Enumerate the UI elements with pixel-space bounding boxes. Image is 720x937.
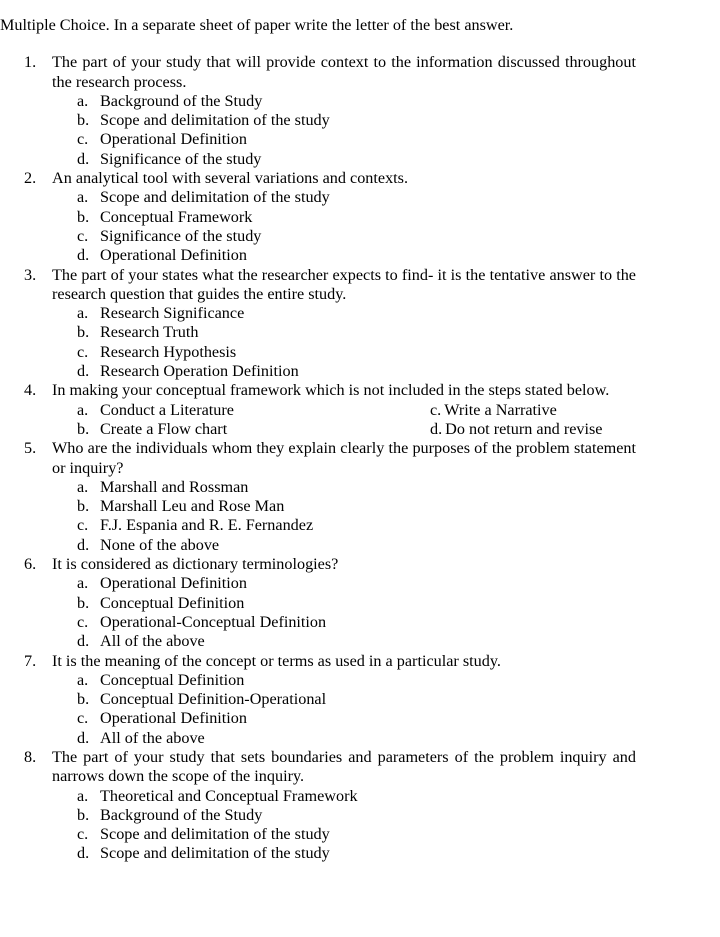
option-label: c.	[77, 709, 89, 728]
option-text: Marshall and Rossman	[100, 477, 249, 496]
option-row[interactable]	[52, 92, 678, 111]
option-row[interactable]	[52, 111, 678, 130]
option-label: a.	[77, 304, 89, 323]
option-text: F.J. Espania and R. E. Fernandez	[100, 516, 314, 535]
option-text: None of the above	[100, 535, 220, 554]
option-text: Write a Narrative	[444, 400, 557, 419]
option-label: b.	[77, 323, 90, 342]
option-row[interactable]	[52, 323, 678, 342]
option-label: a.	[77, 477, 89, 496]
option-row[interactable]	[52, 188, 678, 207]
question-number: 3.	[24, 265, 37, 284]
option-label: b.	[77, 207, 90, 226]
option-label: d.	[77, 844, 90, 863]
option-row[interactable]	[52, 574, 678, 593]
option-row[interactable]	[52, 690, 678, 709]
option-row[interactable]	[52, 246, 678, 265]
option-label: d.	[430, 419, 443, 438]
option-list	[52, 92, 678, 169]
option-label: a.	[77, 574, 89, 593]
question-number: 2.	[24, 169, 37, 188]
option-label: b.	[77, 690, 90, 709]
option-row[interactable]	[52, 516, 678, 535]
option-list	[52, 401, 678, 440]
option-text: Conceptual Framework	[100, 207, 253, 226]
question-item	[0, 555, 678, 651]
option-list	[52, 304, 678, 381]
option-row[interactable]	[52, 478, 678, 497]
question-number: 8.	[24, 747, 37, 766]
option-label: c.	[77, 342, 89, 361]
option-list	[52, 478, 678, 555]
option-text: Operational-Conceptual Definition	[100, 612, 327, 631]
option-label: a.	[77, 400, 89, 419]
option-text: Do not return and revise	[445, 419, 603, 438]
question-text: Who are the individuals whom they explain clearly the purposes of the problem statement or inquiry?	[52, 439, 636, 477]
option-label: d.	[77, 632, 90, 651]
option-row[interactable]	[52, 632, 678, 651]
option-label: d.	[77, 362, 90, 381]
option-row[interactable]	[52, 208, 678, 227]
option-row[interactable]	[52, 613, 678, 632]
option-text: Operational Definition	[100, 130, 247, 149]
question-number: 1.	[24, 53, 37, 72]
question-item	[0, 439, 678, 555]
question-item	[0, 266, 678, 382]
option-row[interactable]	[52, 806, 678, 825]
option-text: Significance of the study	[100, 226, 262, 245]
option-text: Conduct a Literature	[100, 400, 234, 419]
option-label: c.	[77, 226, 89, 245]
question-item	[0, 169, 678, 265]
question-number: 6.	[24, 555, 37, 574]
option-text: Conceptual Definition	[100, 593, 245, 612]
option-label: d.	[77, 246, 90, 265]
option-list	[52, 671, 678, 748]
option-text: All of the above	[100, 728, 205, 747]
option-right-column[interactable]	[430, 401, 557, 420]
option-row[interactable]	[52, 787, 678, 806]
option-row[interactable]	[52, 362, 678, 381]
option-label: b.	[77, 497, 90, 516]
option-text: Background of the Study	[100, 91, 263, 110]
option-text: Scope and delimitation of the study	[100, 844, 330, 863]
option-row[interactable]	[52, 497, 678, 516]
option-text: Theoretical and Conceptual Framework	[100, 786, 358, 805]
option-text: Scope and delimitation of the study	[100, 825, 330, 844]
question-text: It is the meaning of the concept or terms as used in a particular study.	[52, 651, 501, 670]
option-text: Scope and delimitation of the study	[100, 188, 330, 207]
option-label: a.	[77, 91, 89, 110]
option-row[interactable]	[52, 130, 678, 149]
question-text: It is considered as dictionary terminologies?	[52, 555, 339, 574]
option-text: Conceptual Definition	[100, 670, 245, 689]
option-text: Research Truth	[100, 323, 199, 342]
option-row[interactable]	[52, 150, 678, 169]
option-row[interactable]	[52, 401, 678, 420]
option-label: d.	[77, 149, 90, 168]
option-list	[52, 574, 678, 651]
option-label: c.	[430, 400, 442, 419]
option-label: a.	[77, 670, 89, 689]
question-list	[0, 53, 678, 863]
question-number: 4.	[24, 381, 37, 400]
option-label: c.	[77, 516, 89, 535]
option-text: Research Significance	[100, 304, 245, 323]
option-label: c.	[77, 612, 89, 631]
question-item	[0, 53, 678, 169]
question-item	[0, 652, 678, 748]
question-item	[0, 381, 678, 439]
option-label: c.	[77, 825, 89, 844]
option-row[interactable]	[52, 227, 678, 246]
option-list	[52, 188, 678, 265]
option-text: Operational Definition	[100, 709, 247, 728]
instruction-line: Multiple Choice. In a separate sheet of paper write the letter of the best answer.	[0, 16, 514, 34]
option-row[interactable]	[52, 709, 678, 728]
option-text: Scope and delimitation of the study	[100, 111, 330, 130]
option-label: b.	[77, 593, 90, 612]
option-label: b.	[77, 419, 90, 438]
option-row[interactable]	[52, 825, 678, 844]
option-row[interactable]	[52, 304, 678, 323]
option-list	[52, 787, 678, 864]
question-text: The part of your study that sets boundaries and parameters of the problem inquiry and narrows down the scope of the inquiry.	[52, 747, 636, 786]
option-label: b.	[77, 111, 90, 130]
option-row[interactable]	[52, 343, 678, 362]
question-item	[0, 748, 678, 864]
option-label: b.	[77, 805, 90, 824]
instruction-spacer	[0, 35, 678, 53]
option-text: Research Operation Definition	[100, 362, 299, 381]
option-text: Conceptual Definition-Operational	[100, 690, 327, 709]
question-number: 5.	[24, 439, 37, 458]
option-label: a.	[77, 786, 89, 805]
option-label: c.	[77, 130, 89, 149]
option-text: Operational Definition	[100, 246, 247, 265]
option-row[interactable]	[52, 594, 678, 613]
option-row[interactable]	[52, 729, 678, 748]
question-text: The part of your states what the researcher expects to find- it is the tentative answer to the research question that guides the entire study.	[52, 265, 636, 303]
question-text: The part of your study that will provide context to the information discussed throughout the research process.	[52, 53, 636, 91]
option-row[interactable]	[52, 844, 678, 863]
option-right-column[interactable]	[430, 420, 602, 439]
option-text: All of the above	[100, 632, 205, 651]
option-text: Create a Flow chart	[100, 419, 228, 438]
option-label: a.	[77, 188, 89, 207]
question-text: An analytical tool with several variations and contexts.	[52, 169, 409, 188]
option-text: Significance of the study	[100, 149, 262, 168]
option-text: Research Hypothesis	[100, 342, 237, 361]
option-row[interactable]	[52, 420, 678, 439]
option-text: Marshall Leu and Rose Man	[100, 497, 285, 516]
question-text: In making your conceptual framework which is not included in the steps stated below.	[52, 381, 610, 400]
option-label: d.	[77, 535, 90, 554]
option-text: Operational Definition	[100, 574, 247, 593]
option-row[interactable]	[52, 536, 678, 555]
option-row[interactable]	[52, 671, 678, 690]
question-number: 7.	[24, 651, 37, 670]
option-text: Background of the Study	[100, 805, 263, 824]
option-label: d.	[77, 728, 90, 747]
